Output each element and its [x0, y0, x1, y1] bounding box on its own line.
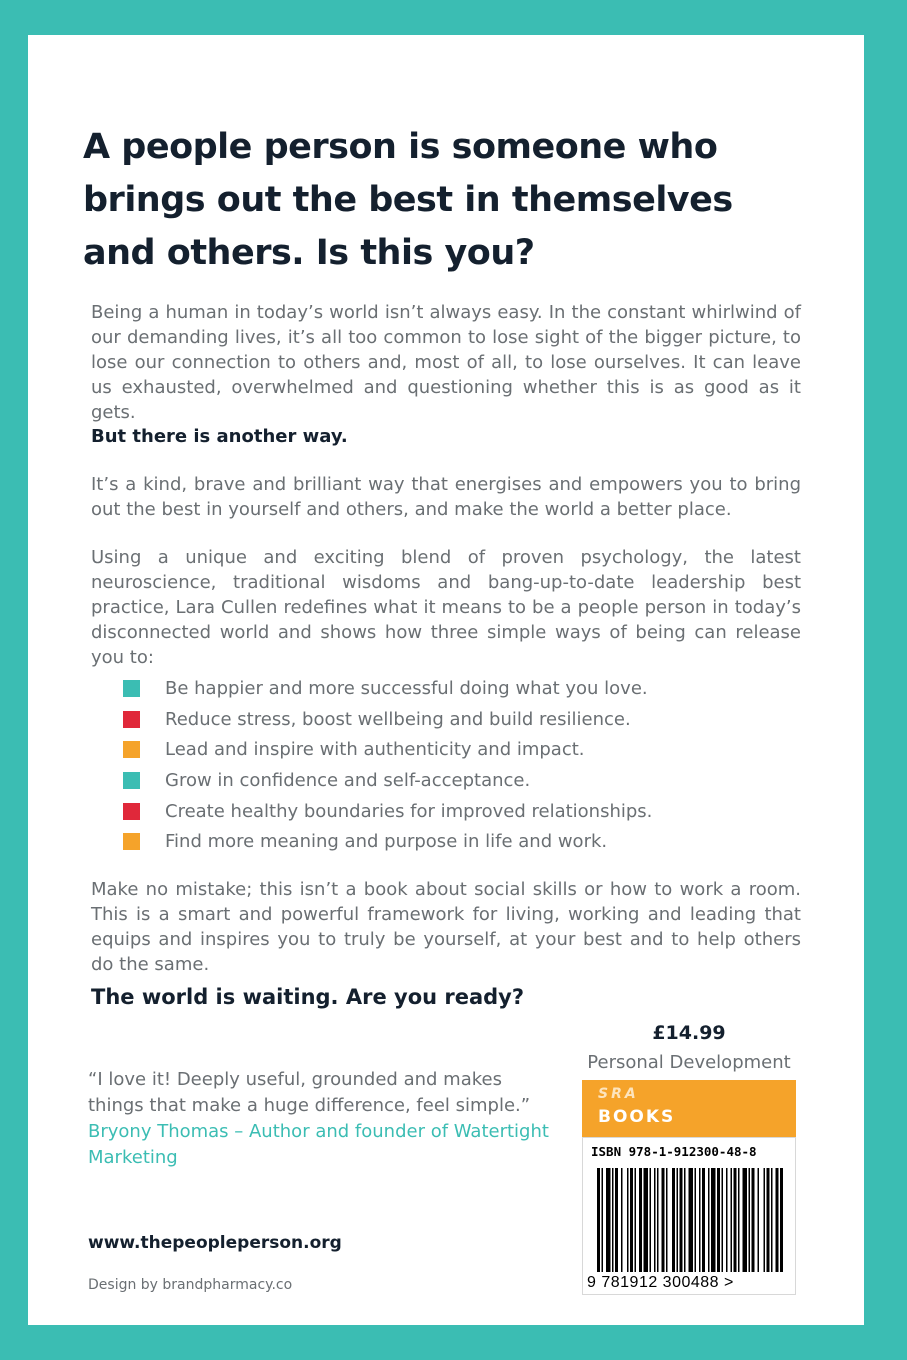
barcode-bar — [672, 1168, 675, 1272]
barcode-bar — [731, 1168, 733, 1272]
barcode-bar — [717, 1168, 720, 1272]
list-item-text: Find more meaning and purpose in life and work. — [165, 831, 608, 853]
back-cover — [28, 35, 864, 1325]
barcode-bar — [612, 1168, 614, 1272]
barcode-bar — [597, 1168, 600, 1272]
barcode-bar — [702, 1168, 705, 1272]
isbn-number: ISBN 978-1-912300-48-8 — [591, 1144, 757, 1159]
list-item — [123, 673, 652, 704]
square-bullet-icon — [123, 833, 140, 850]
barcode-icon — [597, 1168, 783, 1280]
list-item — [123, 765, 652, 796]
barcode-box — [582, 1137, 796, 1295]
barcode-bar — [684, 1168, 686, 1272]
barcode-bar — [680, 1168, 683, 1272]
barcode-bar — [780, 1168, 783, 1272]
list-item-text: Be happier and more successful doing what you love. — [165, 677, 648, 699]
barcode-bar — [749, 1168, 751, 1272]
barcode-bar — [708, 1168, 710, 1272]
headline-line: and others. Is this you? — [83, 233, 535, 273]
design-credit: Design by brandpharmacy.co — [88, 1277, 293, 1293]
list-item — [123, 796, 652, 827]
category-label: Personal Development — [587, 1052, 791, 1073]
emphasis-another-way: But there is another way. — [91, 426, 348, 447]
square-bullet-icon — [123, 803, 140, 820]
headline-line: brings out the best in themselves — [83, 180, 733, 220]
headline — [83, 121, 783, 280]
barcode-bar — [627, 1168, 629, 1272]
barcode-bar — [662, 1168, 665, 1272]
testimonial-text: “I love it! Deeply useful, grounded and makes things that make a huge difference, feel simple.” — [88, 1069, 531, 1116]
list-item — [123, 734, 652, 765]
intro-paragraph: Being a human in today’s world isn’t always easy. In the constant whirlwind of our demanding lives, it’s all too common to lose sight of the bigger picture, to lose our connection to others and, most of all, to lose ourselves. It can leave us exhausted, overwhelmed and questioning whether this is as good as it gets. — [91, 302, 801, 423]
list-item-text: Reduce stress, boost wellbeing and build resilience. — [165, 708, 631, 730]
headline-line: A people person is someone who — [83, 127, 718, 167]
barcode-bar — [621, 1168, 623, 1272]
barcode-bar — [695, 1168, 697, 1272]
barcode-bar — [752, 1168, 755, 1272]
square-bullet-icon — [123, 680, 140, 697]
barcode-bar — [639, 1168, 642, 1272]
square-bullet-icon — [123, 772, 140, 789]
list-item — [123, 826, 652, 857]
barcode-bar — [630, 1168, 633, 1272]
emphasis-world-waiting: The world is waiting. Are you ready? — [91, 985, 525, 1009]
website-url[interactable]: www.thepeopleperson.org — [88, 1233, 342, 1253]
barcode-bar — [758, 1168, 760, 1272]
barcode-bar — [711, 1168, 716, 1272]
testimonial-attribution: Bryony Thomas – Author and founder of Watertight Marketing — [88, 1121, 549, 1168]
barcode-bar — [771, 1168, 773, 1272]
price: £14.99 — [652, 1022, 726, 1044]
list-item — [123, 704, 652, 735]
barcode-bar — [722, 1168, 724, 1272]
barcode-bar — [699, 1168, 701, 1272]
list-item-text: Lead and inspire with authenticity and impact. — [165, 739, 585, 761]
barcode-bar — [644, 1168, 649, 1272]
list-item-text: Create healthy boundaries for improved relationships. — [165, 800, 653, 822]
publisher-name: BOOKS — [598, 1107, 676, 1127]
publisher-box — [582, 1080, 796, 1137]
barcode-bar — [615, 1168, 618, 1272]
barcode-bar — [734, 1168, 737, 1272]
barcode-bar — [776, 1168, 779, 1272]
barcode-bar — [650, 1168, 652, 1272]
ean-number: 9 781912 300488 > — [587, 1274, 734, 1291]
barcode-bar — [743, 1168, 748, 1272]
barcode-bar — [654, 1168, 656, 1272]
barcode-bar — [689, 1168, 694, 1272]
barcode-bar — [767, 1168, 770, 1272]
barcode-bar — [764, 1168, 766, 1272]
square-bullet-icon — [123, 711, 140, 728]
barcode-bar — [726, 1168, 728, 1272]
barcode-bar — [666, 1168, 668, 1272]
publisher-logo: SRA — [598, 1086, 639, 1102]
barcode-bar — [677, 1168, 679, 1272]
way-paragraph: It’s a kind, brave and brilliant way that energises and empowers you to bring out the best in yourself and others, and make the world a better place. — [91, 474, 801, 520]
mistake-paragraph: Make no mistake; this isn’t a book about social skills or how to work a room. This is a smart and powerful framework for living, working and leading that equips and inspires you to truly be yourself, at your best and to help others do the same. — [91, 879, 801, 975]
barcode-bar — [657, 1168, 659, 1272]
barcode-bar — [602, 1168, 604, 1272]
list-item-text: Grow in confidence and self-acceptance. — [165, 769, 531, 791]
testimonial — [88, 1067, 558, 1171]
barcode-bar — [738, 1168, 740, 1272]
barcode-bar — [635, 1168, 637, 1272]
barcode-bar — [606, 1168, 611, 1272]
square-bullet-icon — [123, 741, 140, 758]
benefits-list — [123, 673, 652, 857]
blend-paragraph: Using a unique and exciting blend of proven psychology, the latest neuroscience, traditional wisdoms and bang-up-to-date leadership best practice, Lara Cullen redefines what it means to be a people person in today’s disconnected world and shows how three simple ways of being can release you to: — [91, 547, 801, 668]
